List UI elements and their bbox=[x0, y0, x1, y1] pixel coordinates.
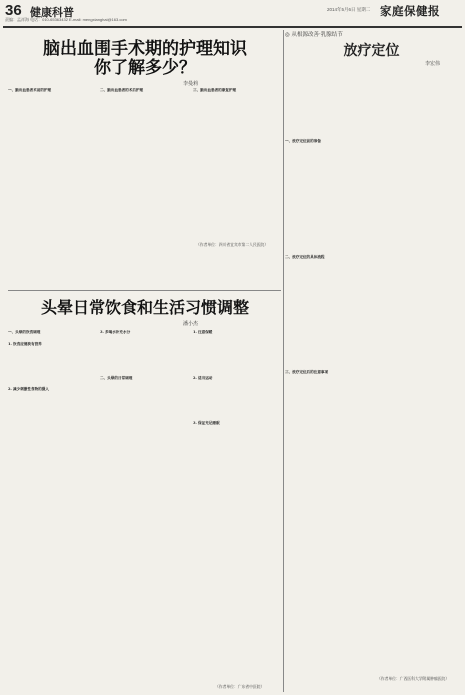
header-rule bbox=[3, 26, 462, 28]
editor-line: 责编：孟祥海 电话：010-65363432 E-mail: mengxianghai@163.com bbox=[5, 17, 127, 22]
column-divider bbox=[283, 30, 284, 692]
article3-byline: 李宏伟 bbox=[425, 61, 441, 67]
article2-subhead: 1. 饮食应清淡有营养 bbox=[8, 341, 42, 346]
article1-column-3 bbox=[193, 88, 281, 288]
article1-column-1 bbox=[8, 88, 95, 288]
article2-subhead: 一、头晕的饮食调理 bbox=[8, 330, 41, 334]
column-name: 健康科普 bbox=[30, 7, 74, 19]
article3-author-unit: （作者单位：广西医科大学附属肿瘤医院） bbox=[377, 676, 450, 681]
page-header bbox=[0, 0, 465, 28]
article1-author-unit: （作者单位：四川省宜宾市第二人民医院） bbox=[196, 242, 269, 247]
article1-subhead: 二、脑出血患者的术后护理 bbox=[100, 88, 144, 92]
article1-byline: 李曼莉 bbox=[183, 81, 199, 87]
newspaper-banner: 家庭保健报 bbox=[380, 6, 440, 18]
article3-subhead: 一、放疗定位前的准备 bbox=[285, 139, 321, 143]
article1-headline-line1: 脑出血围手术期的护理知识 bbox=[43, 39, 247, 58]
article3-headline: 放疗定位 bbox=[343, 44, 400, 59]
article2-subhead: 2. 减少刺激性食物的摄入 bbox=[8, 387, 49, 391]
article2-author-unit: （作者单位：广东省中医院） bbox=[215, 684, 265, 689]
article2-subhead: 1. 注意保暖 bbox=[193, 330, 213, 334]
article2-subhead: 3. 保证充足睡眠 bbox=[193, 421, 220, 425]
article3-subhead: 二、放疗定位的具体流程 bbox=[285, 254, 325, 259]
article3-body bbox=[285, 69, 458, 681]
article1-column-2 bbox=[100, 88, 188, 288]
article2-headline: 头晕日常饮食和生活习惯调整 bbox=[40, 300, 249, 317]
article3-sidebar bbox=[285, 29, 458, 691]
article2-subhead: 2. 适当运动 bbox=[193, 375, 213, 380]
article1-subhead: 三、脑出血患者的康复护理 bbox=[193, 88, 237, 92]
article1-subhead: 一、脑出血患者术前的护理 bbox=[8, 88, 52, 92]
article2-column-3 bbox=[193, 330, 281, 690]
article2-column-2 bbox=[100, 330, 188, 690]
article2-subhead: 二、头晕的日常调理 bbox=[100, 375, 133, 380]
page-number: 36 bbox=[5, 2, 22, 19]
article3-label: ◎ 从根源改善·乳腺结节 bbox=[285, 32, 343, 38]
issue-date: 2014年5月6日 星期二 bbox=[327, 7, 371, 12]
article3-subhead: 三、放疗定位后的注意事项 bbox=[285, 370, 329, 374]
article1-headline bbox=[10, 40, 280, 77]
article2-byline: 潘小杰 bbox=[183, 321, 199, 327]
article1-headline-line2: 你了解多少？ bbox=[94, 57, 196, 77]
article2-subhead: 3. 多喝水补充水分 bbox=[100, 330, 131, 334]
article-divider bbox=[8, 290, 281, 291]
article2-column-1 bbox=[8, 330, 95, 690]
